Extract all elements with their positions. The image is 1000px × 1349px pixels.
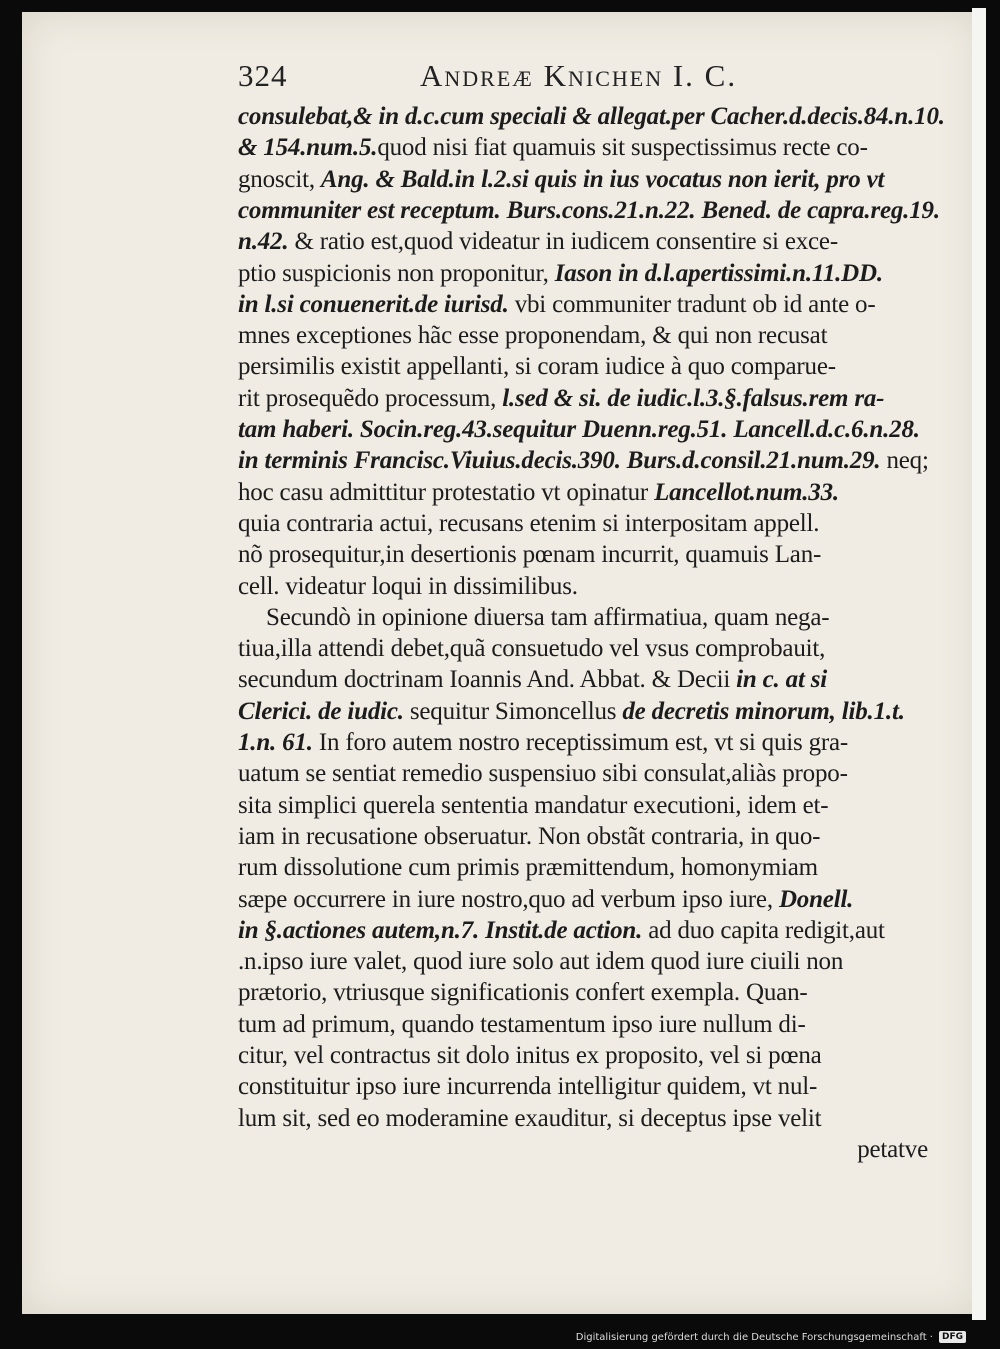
line-text: hoc casu admittitur protestatio vt opinatur (238, 478, 655, 506)
citation-text: in c. at si (736, 666, 828, 694)
text-line (238, 760, 848, 788)
text-line (238, 1011, 806, 1039)
citation-text: n.42. (238, 228, 289, 256)
line-text: citur, vel contractus sit dolo initus ex proposito, vel si pœna (238, 1042, 822, 1069)
text-line (238, 1042, 822, 1070)
text-line (238, 666, 827, 694)
line-text: rit prosequẽdo processum, (238, 384, 503, 412)
page-edge (972, 8, 986, 1320)
citation-text: l.sed & si. de iudic.l.3.§.falsus.rem ra- (502, 384, 885, 412)
digitization-footer (576, 1329, 966, 1345)
text-line (238, 917, 885, 945)
citation-text: Clerici. de iudic. (238, 697, 404, 725)
line-text: prætorio, vtriusque significationis confert exempla. Quan- (238, 979, 808, 1007)
text-line (238, 573, 578, 601)
text-line (238, 729, 848, 757)
text-line (238, 635, 825, 663)
line-text: tiua,illa attendi debet,quã consuetudo vel vsus comprobauit, (238, 635, 826, 663)
funding-notice: Digitalisierung gefördert durch die Deutsche Forschungsgemeinschaft · (575, 1331, 933, 1343)
citation-text: in l.si conuenerit.de iurisd. (238, 290, 509, 318)
text-line (238, 385, 884, 413)
citation-text: tam haberi. Socin.reg.43.sequitur Duenn.reg.51. Lancell.d.c.6.n.28. (238, 416, 920, 443)
text-line (238, 228, 838, 256)
citation-text: communiter est receptum. Burs.cons.21.n.22. Bened. de capra.reg.19. (238, 196, 940, 224)
line-text: nõ prosequitur,in desertionis pœnam incurrit, quamuis Lan- (238, 541, 822, 569)
line-text: uatum se sentiat remedio suspensiuo sibi consulat,aliàs propo- (238, 760, 848, 788)
line-text: ad duo capita redigit,aut (642, 916, 885, 944)
line-text: & ratio est,quod videatur in iudicem consentire si exce- (288, 228, 838, 256)
text-line (238, 510, 819, 538)
line-text: cell. videatur loqui in dissimilibus. (238, 572, 578, 600)
text-line (266, 604, 829, 632)
text-line (857, 1136, 928, 1164)
text-line (238, 792, 828, 820)
line-text: gnoscit, (238, 165, 321, 193)
citation-text: 1.n. 61. (238, 729, 313, 756)
dfg-logo: DFG (939, 1331, 966, 1343)
citation-text: & 154.num.5. (238, 134, 378, 162)
text-line (238, 291, 875, 319)
citation-text: Donell. (778, 885, 854, 913)
line-text: Secundò in opinione diuersa tam affirmatiua, quam nega- (266, 603, 830, 631)
line-text: quod nisi fiat quamuis sit suspectissimus recte co- (377, 134, 868, 162)
text-line (238, 854, 818, 882)
text-line (238, 948, 843, 976)
text-line (238, 1073, 817, 1101)
text-line (238, 416, 920, 444)
text-line (238, 166, 884, 194)
line-text: In foro autem nostro receptissimum est, vt si quis gra- (312, 729, 849, 756)
text-line (238, 698, 905, 726)
line-text: sæpe occurrere in iure nostro,quo ad verbum ipso iure, (238, 885, 779, 913)
line-text: mnes exceptiones hãc esse proponendam, & qui non recusat (238, 322, 828, 350)
text-line (238, 353, 836, 381)
text-line (238, 823, 820, 851)
line-text: quia contraria actui, recusans etenim si interpositam appell. (238, 509, 820, 537)
line-text: .n.ipso iure valet, quod iure solo aut idem quod iure ciuili non (238, 948, 844, 976)
line-text: secundum doctrinam Ioannis And. Abbat. & Decii (238, 666, 737, 694)
line-text: vbi communiter tradunt ob id ante o- (508, 290, 876, 318)
citation-text: de decretis minorum, lib.1.t. (622, 697, 905, 725)
line-text: sita simplici querela sententia mandatur executioni, idem et- (238, 791, 829, 819)
line-text: sequitur Simoncellus (403, 697, 623, 725)
citation-text: in §.actiones autem,n.7. Instit.de action. (238, 916, 643, 944)
text-line (238, 541, 821, 569)
text-line (238, 1105, 821, 1133)
line-text: rum dissolutione cum primis præmittendum, homonymiam (238, 854, 818, 882)
citation-text: Ang. & Bald.in l.2.si quis in ius vocatus non ierit, pro vt (320, 165, 885, 193)
text-line (238, 134, 868, 162)
text-line (238, 479, 839, 507)
page-number: 324 (238, 58, 288, 93)
citation-text: Iason in d.l.apertissimi.n.11.DD. (554, 259, 883, 287)
line-text: lum sit, sed eo moderamine exauditur, si deceptus ipse velit (238, 1104, 822, 1132)
running-head (238, 58, 938, 98)
line-text: tum ad primum, quando testamentum ipso iure nullum di- (238, 1010, 806, 1038)
text-line (238, 979, 808, 1007)
text-line (238, 322, 827, 350)
citation-text: Lancellot.num.33. (654, 478, 839, 506)
text-line (238, 886, 853, 914)
running-title: Andreæ Knichen I. C. (420, 58, 738, 93)
line-text: persimilis existit appellanti, si coram iudice à quo comparue- (238, 353, 836, 381)
text-line (238, 197, 940, 225)
line-text: iam in recusatione obseruatur. Non obstãt contraria, in quo- (238, 822, 821, 850)
citation-text: consulebat,& in d.c.cum speciali & allegat.per Cacher.d.decis.84.n.10. (238, 103, 945, 130)
line-text: petatve (857, 1135, 928, 1163)
text-line (238, 103, 945, 131)
text-line (238, 260, 883, 288)
line-text: neq; (880, 447, 929, 475)
line-text: constituitur ipso iure incurrenda intelligitur quidem, vt nul- (238, 1073, 818, 1101)
line-text: ptio suspicionis non proponitur, (238, 259, 555, 287)
citation-text: in terminis Francisc.Viuius.decis.390. Burs.d.consil.21.num.29. (238, 447, 881, 475)
text-line (238, 447, 929, 475)
